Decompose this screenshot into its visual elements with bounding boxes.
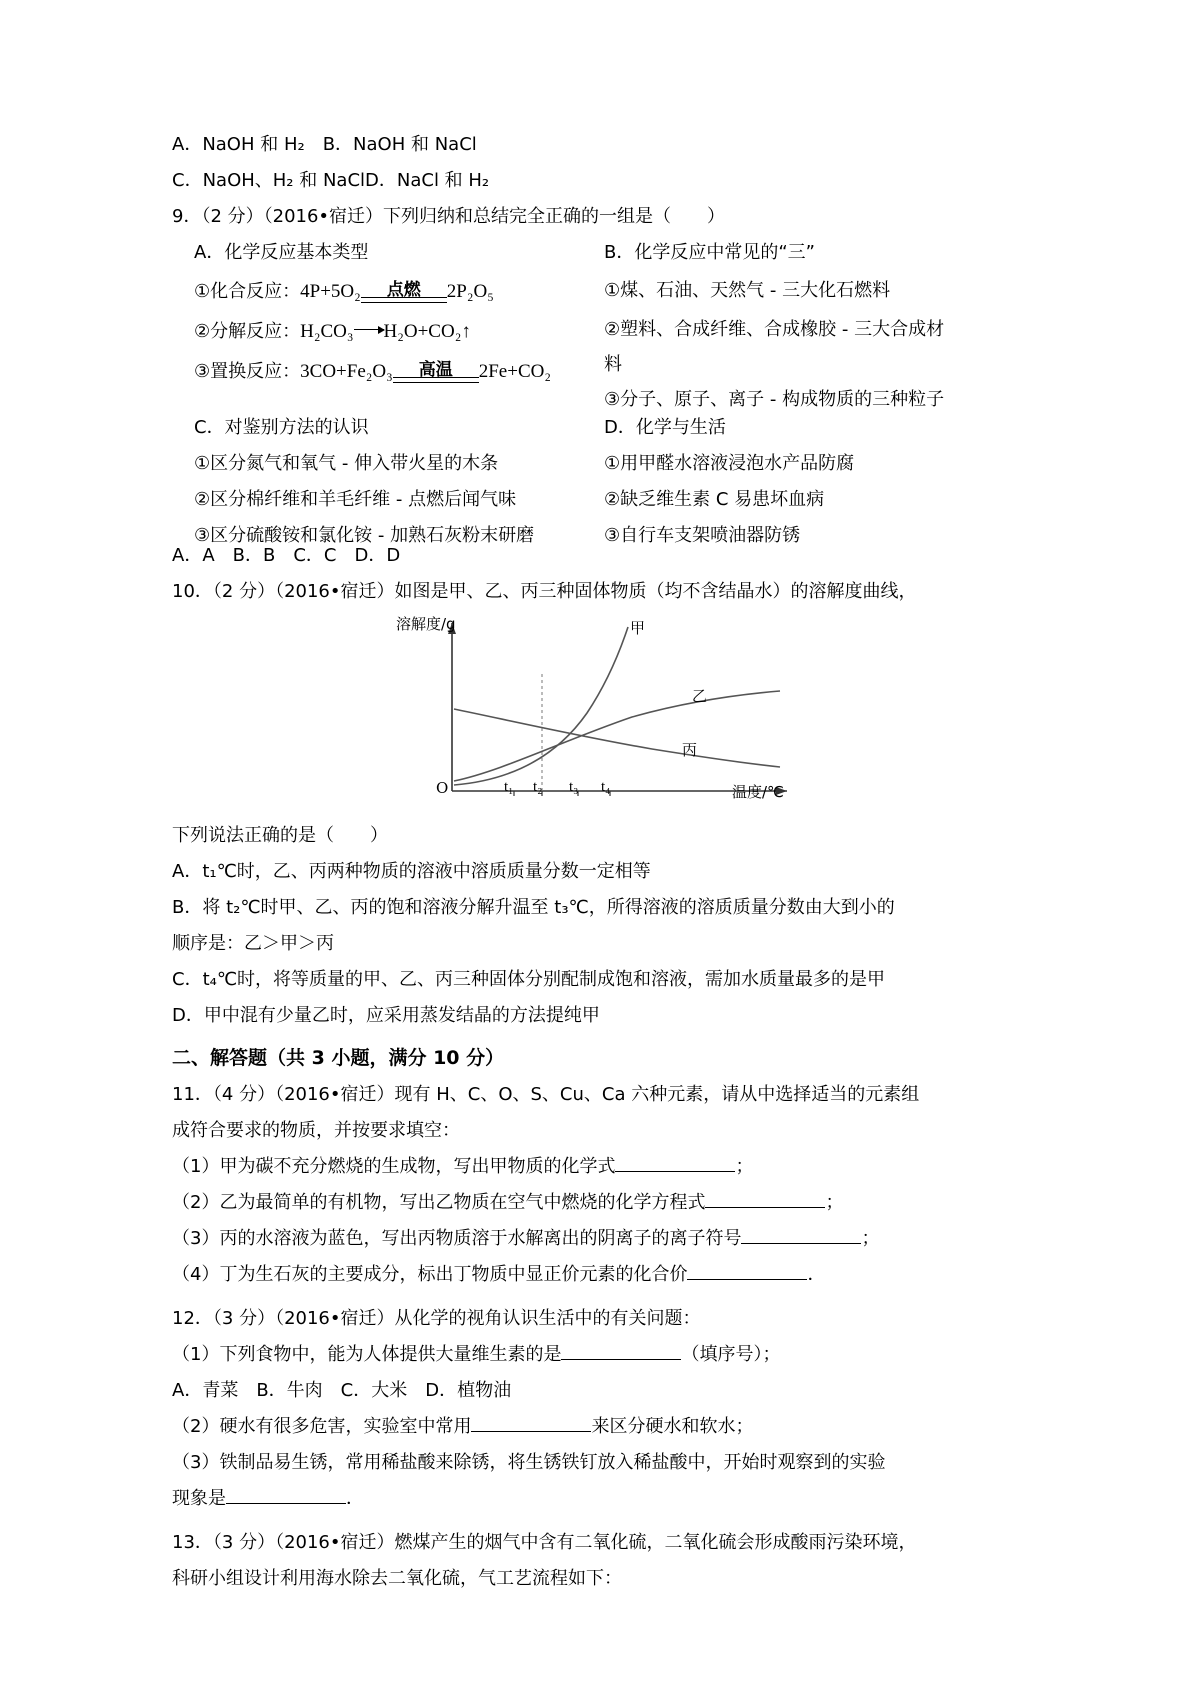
q11-item-3 (172, 1222, 1032, 1256)
chart-tick-label-t4: t₄ (601, 779, 611, 795)
chart-tick-label-t2: t₂ (533, 779, 543, 795)
q9-option-c-title: C．对鉴别方法的认识 (194, 417, 369, 438)
q9-a-item-1-label: ①化合反应： (194, 281, 301, 302)
reaction-arrow-icon (354, 329, 384, 331)
chart-origin-label: O (436, 779, 449, 797)
q9-b-item-2: ②塑料、合成纤维、合成橡胶 - 三大合成材 (604, 319, 945, 340)
q11-item-3-text: （3）丙的水溶液为蓝色，写出丙物质溶于水解离出的阴离子的离子符号 (172, 1228, 742, 1249)
q9-a-item-1-right: 2P₂O₅ (446, 281, 494, 302)
q12-item-1 (172, 1338, 1032, 1372)
q9-stem: 9．（2 分）（2016•宿迁）下列归纳和总结完全正确的一组是（ ） (172, 206, 726, 227)
q8-options-line-2: C．NaOH、H₂ 和 NaClD．NaCl 和 H₂ (172, 170, 490, 191)
q10-option-a: A．t₁℃时，乙、丙两种物质的溶液中溶质质量分数一定相等 (172, 861, 651, 882)
chart-curve-label-yi: 乙 (692, 687, 708, 705)
q9-a-item-2-right: H₂O+CO₂↑ (383, 321, 471, 342)
q9-option-b (604, 236, 1004, 420)
solubility-curve-figure (172, 613, 1032, 813)
q11-item-4-end: ． (807, 1264, 826, 1285)
page-content (172, 128, 1032, 1598)
q12-item-3-end: ． (346, 1488, 364, 1509)
q11-item-1-end: ； (735, 1156, 754, 1177)
q9-option-d (604, 411, 1004, 555)
chart-box (392, 613, 812, 808)
q9-b-item-3: ③分子、原子、离子 - 构成物质的三种粒子 (604, 389, 945, 410)
q9-option-b-title: B．化学反应中常见的“三” (604, 242, 815, 263)
q9-c-item-3: ③区分硫酸铵和氯化铵 - 加熟石灰粉末研磨 (194, 525, 535, 546)
q12-item-2-text: （2）硬水有很多危害，实验室中常用 (172, 1416, 472, 1437)
q11-item-4 (172, 1258, 1032, 1292)
q9-option-a (172, 236, 592, 392)
q9-a-item-1-left: 4P+5O₂ (300, 281, 361, 302)
q12-stem: 12．（3 分）（2016•宿迁）从化学的视角认识生活中的有关问题： (172, 1308, 701, 1329)
section-2-title: 二、解答题（共 3 小题，满分 10 分） (172, 1047, 505, 1069)
q12-item-3-cont (172, 1482, 1032, 1516)
q11-item-3-end: ； (861, 1228, 880, 1249)
q11-stem-line-1: 11．（4 分）（2016•宿迁）现有 H、C、O、S、Cu、Ca 六种元素，请从中选择适当的元素组 (172, 1084, 920, 1105)
q9-b-item-2-cont: 料 (604, 354, 622, 375)
q11-item-2 (172, 1186, 1032, 1220)
condition-text: 高温 (418, 360, 453, 381)
q10-stem: 10．（2 分）（2016•宿迁）如图是甲、乙、丙三种固体物质（均不含结晶水）的溶解度曲线， (172, 581, 917, 602)
q9-options-grid-2 (172, 411, 1032, 546)
q9-d-item-1: ①用甲醛水溶液浸泡水产品防腐 (604, 453, 855, 474)
q9-b-item-1: ①煤、石油、天然气 - 三大化石燃料 (604, 280, 891, 301)
q9-d-item-3: ③自行车支架喷油器防锈 (604, 525, 801, 546)
q11-item-2-blank[interactable] (705, 1189, 825, 1208)
q10-option-b-cont: 顺序是：乙＞甲＞丙 (172, 933, 334, 954)
q9-a-item-3-condition (393, 362, 479, 383)
q10-option-b: B．将 t₂℃时甲、乙、丙的饱和溶液分解升温至 t₃℃，所得溶液的溶质质量分数由大到小的 (172, 897, 895, 918)
q12-item-1-end: （填序号）； (681, 1344, 781, 1365)
q12-item-2-end: 来区分硬水和软水； (591, 1416, 754, 1437)
q12-item-3-blank[interactable] (226, 1485, 346, 1504)
q12-item-2 (172, 1410, 1032, 1444)
q9-answer-choices: A．A B．B C．C D．D (172, 545, 401, 566)
q11-item-1 (172, 1150, 1032, 1184)
q12-item-1-options: A．青菜 B．牛肉 C．大米 D．植物油 (172, 1380, 512, 1401)
chart-tick-label-t3: t₃ (569, 779, 579, 795)
q9-option-d-title: D．化学与生活 (604, 417, 726, 438)
chart-x-axis-label: 温度/℃ (732, 783, 784, 801)
q9-option-a-title: A．化学反应基本类型 (194, 242, 369, 263)
chart-y-axis-label: 溶解度/g (396, 615, 456, 633)
q12-item-3: （3）铁制品易生锈，常用稀盐酸来除锈，将生锈铁钉放入稀盐酸中，开始时观察到的实验 (172, 1452, 886, 1473)
q12-item-1-blank[interactable] (561, 1341, 681, 1360)
q9-c-item-1: ①区分氮气和氧气 - 伸入带火星的木条 (194, 453, 499, 474)
q9-a-item-1-condition (361, 282, 447, 303)
q9-a-item-3 (172, 352, 592, 392)
q11-item-2-end: ； (825, 1192, 844, 1213)
q9-a-item-3-label: ③置换反应： (194, 361, 301, 382)
chart-curve-label-jia: 甲 (630, 619, 646, 637)
q12-item-1-text: （1）下列食物中，能为人体提供大量维生素的是 (172, 1344, 562, 1365)
condition-text: 点燃 (386, 280, 421, 301)
q13-stem-line-1: 13．（3 分）（2016•宿迁）燃煤产生的烟气中含有二氧化硫，二氧化硫会形成酸雨污染环境， (172, 1532, 917, 1553)
chart-tick-label-t1: t₁ (504, 779, 514, 795)
q10-option-c: C．t₄℃时，将等质量的甲、乙、丙三种固体分别配制成饱和溶液，需加水质量最多的是甲 (172, 969, 886, 990)
q9-a-item-2 (172, 312, 592, 352)
q13-stem-line-2: 科研小组设计利用海水除去二氧化硫，气工艺流程如下： (172, 1568, 622, 1589)
q11-stem-line-2: 成符合要求的物质，并按要求填空： (172, 1120, 460, 1141)
q11-item-2-text: （2）乙为最简单的有机物，写出乙物质在空气中燃烧的化学方程式 (172, 1192, 706, 1213)
q9-options-grid (172, 236, 1032, 411)
q10-after-chart: 下列说法正确的是（ ） (172, 825, 388, 846)
q9-option-c (172, 411, 592, 555)
q9-c-item-2: ②区分棉纤维和羊毛纤维 - 点燃后闻气味 (194, 489, 517, 510)
q9-a-item-2-left: H₂CO₃ (300, 321, 354, 342)
q9-d-item-2: ②缺乏维生素 C 易患坏血病 (604, 489, 825, 510)
q9-a-item-3-left: 3CO+Fe₂O₃ (300, 361, 393, 382)
q11-item-4-blank[interactable] (687, 1261, 807, 1280)
q11-item-1-blank[interactable] (615, 1153, 735, 1172)
q8-options-line-1: A．NaOH 和 H₂ B．NaOH 和 NaCl (172, 134, 477, 155)
q9-a-item-3-right: 2Fe+CO₂ (478, 361, 551, 382)
q10-option-d: D．甲中混有少量乙时，应采用蒸发结晶的方法提纯甲 (172, 1005, 600, 1026)
q12-item-3-cont-text: 现象是 (172, 1488, 226, 1509)
q12-item-2-blank[interactable] (471, 1413, 591, 1432)
q9-a-item-2-label: ②分解反应： (194, 321, 301, 342)
q11-item-3-blank[interactable] (741, 1225, 861, 1244)
chart-curve-label-bing: 丙 (682, 741, 698, 759)
q11-item-1-text: （1）甲为碳不充分燃烧的生成物，写出甲物质的化学式 (172, 1156, 616, 1177)
q11-item-4-text: （4）丁为生石灰的主要成分，标出丁物质中显正价元素的化合价 (172, 1264, 688, 1285)
q9-a-item-1 (172, 272, 592, 312)
